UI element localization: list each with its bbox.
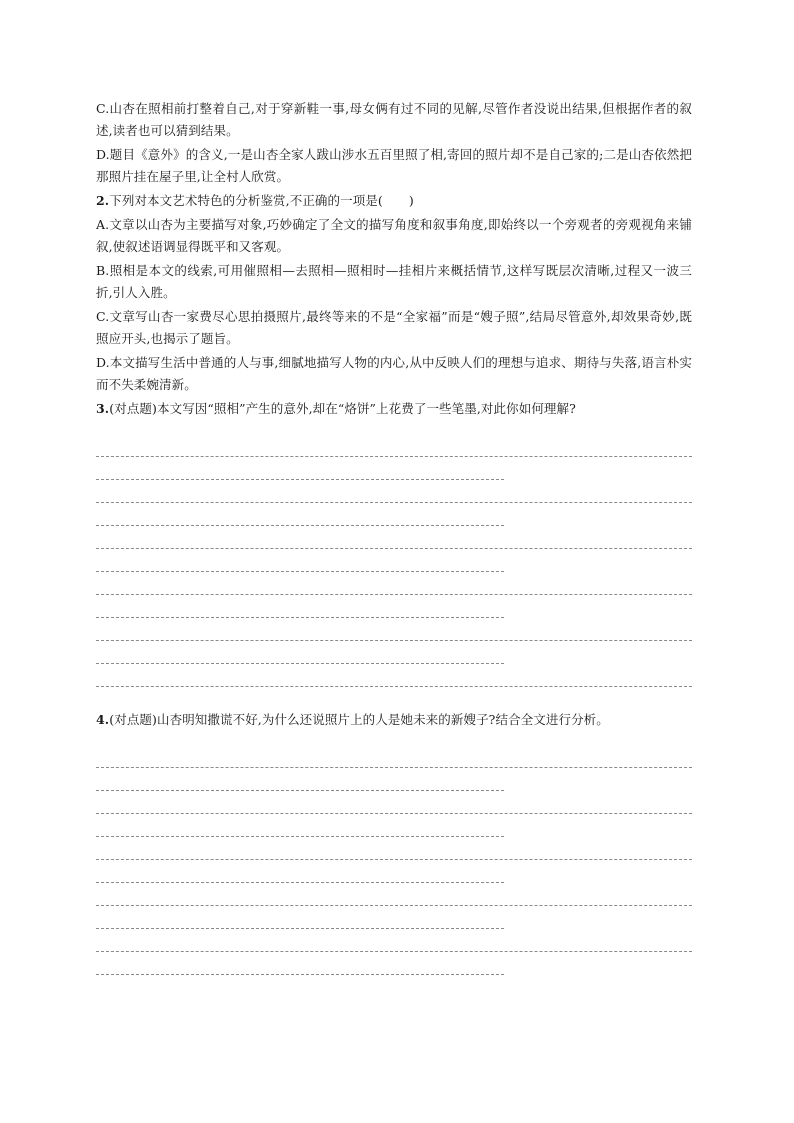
question-2-option-b: B.照相是本文的线索,可用催照相—去照相—照相时—挂相片来概括情节,这样写既层次清晰,过程又一波三折,引人入胜。 <box>96 263 692 300</box>
question-4-stem: (对点题)山杏明知撒谎不好,为什么还说照片上的人是她未来的新嫂子?结合全文进行分析。 <box>109 712 609 727</box>
question-2-option-c: C.文章写山杏一家费尽心思拍摄照片,最终等来的不是“全家福”而是“嫂子照”,结局尽管意外,却效果奇妙,既照应开头,也揭示了题旨。 <box>96 309 692 346</box>
answer-line[interactable] <box>96 860 504 883</box>
question-2-stem: 下列对本文艺术特色的分析鉴赏,不正确的一项是( <box>109 193 383 208</box>
question-2 <box>96 190 692 212</box>
question-3-answer-area[interactable] <box>96 434 692 687</box>
answer-line[interactable] <box>96 837 692 860</box>
answer-line[interactable] <box>96 768 504 791</box>
option-d-prev: D.题目《意外》的含义,一是山杏全家人跋山涉水五百里照了相,寄回的照片却不是自己家的;二是山杏依然把那照片挂在屋子里,让全村人欣赏。 <box>96 147 692 184</box>
answer-line[interactable] <box>96 434 692 457</box>
question-3-number: 3. <box>96 401 110 416</box>
answer-line[interactable] <box>96 791 692 814</box>
answer-line[interactable] <box>96 503 504 526</box>
answer-line[interactable] <box>96 745 692 768</box>
spacer <box>96 687 692 707</box>
answer-line[interactable] <box>96 883 692 906</box>
answer-line[interactable] <box>96 572 692 595</box>
answer-line[interactable] <box>96 664 692 687</box>
answer-line[interactable] <box>96 929 692 952</box>
question-2-stem-close: ) <box>408 193 414 208</box>
answer-line[interactable] <box>96 526 692 549</box>
answer-line[interactable] <box>96 618 692 641</box>
answer-line[interactable] <box>96 480 692 503</box>
question-4-answer-area[interactable] <box>96 745 692 975</box>
question-3-stem: (对点题)本文写因“照相”产生的意外,却在“烙饼”上花费了一些笔墨,对此你如何理解? <box>109 401 576 416</box>
answer-line[interactable] <box>96 595 504 618</box>
option-c-prev: C.山杏在照相前打整着自己,对于穿新鞋一事,母女俩有过不同的见解,尽管作者没说出结果,但根据作者的叙述,读者也可以猜到结果。 <box>96 101 692 138</box>
answer-line[interactable] <box>96 952 504 975</box>
question-2-option-d: D.本文描写生活中普通的人与事,细腻地描写人物的内心,从中反映人们的理想与追求、期待与失落,语言朴实而不失柔婉清新。 <box>96 355 692 392</box>
question-4-number: 4. <box>96 712 110 727</box>
question-2-option-a: A.文章以山杏为主要描写对象,巧妙确定了全文的描写角度和叙事角度,即始终以一个旁观者的旁观视角来铺叙,使叙述语调显得既平和又客观。 <box>96 217 692 254</box>
question-2-number: 2. <box>96 193 110 208</box>
answer-line[interactable] <box>96 549 504 572</box>
answer-line[interactable] <box>96 457 504 480</box>
answer-line[interactable] <box>96 814 504 837</box>
answer-line[interactable] <box>96 906 504 929</box>
question-4 <box>96 709 692 731</box>
worksheet-page <box>96 98 692 975</box>
question-3 <box>96 398 692 420</box>
answer-line[interactable] <box>96 641 504 664</box>
